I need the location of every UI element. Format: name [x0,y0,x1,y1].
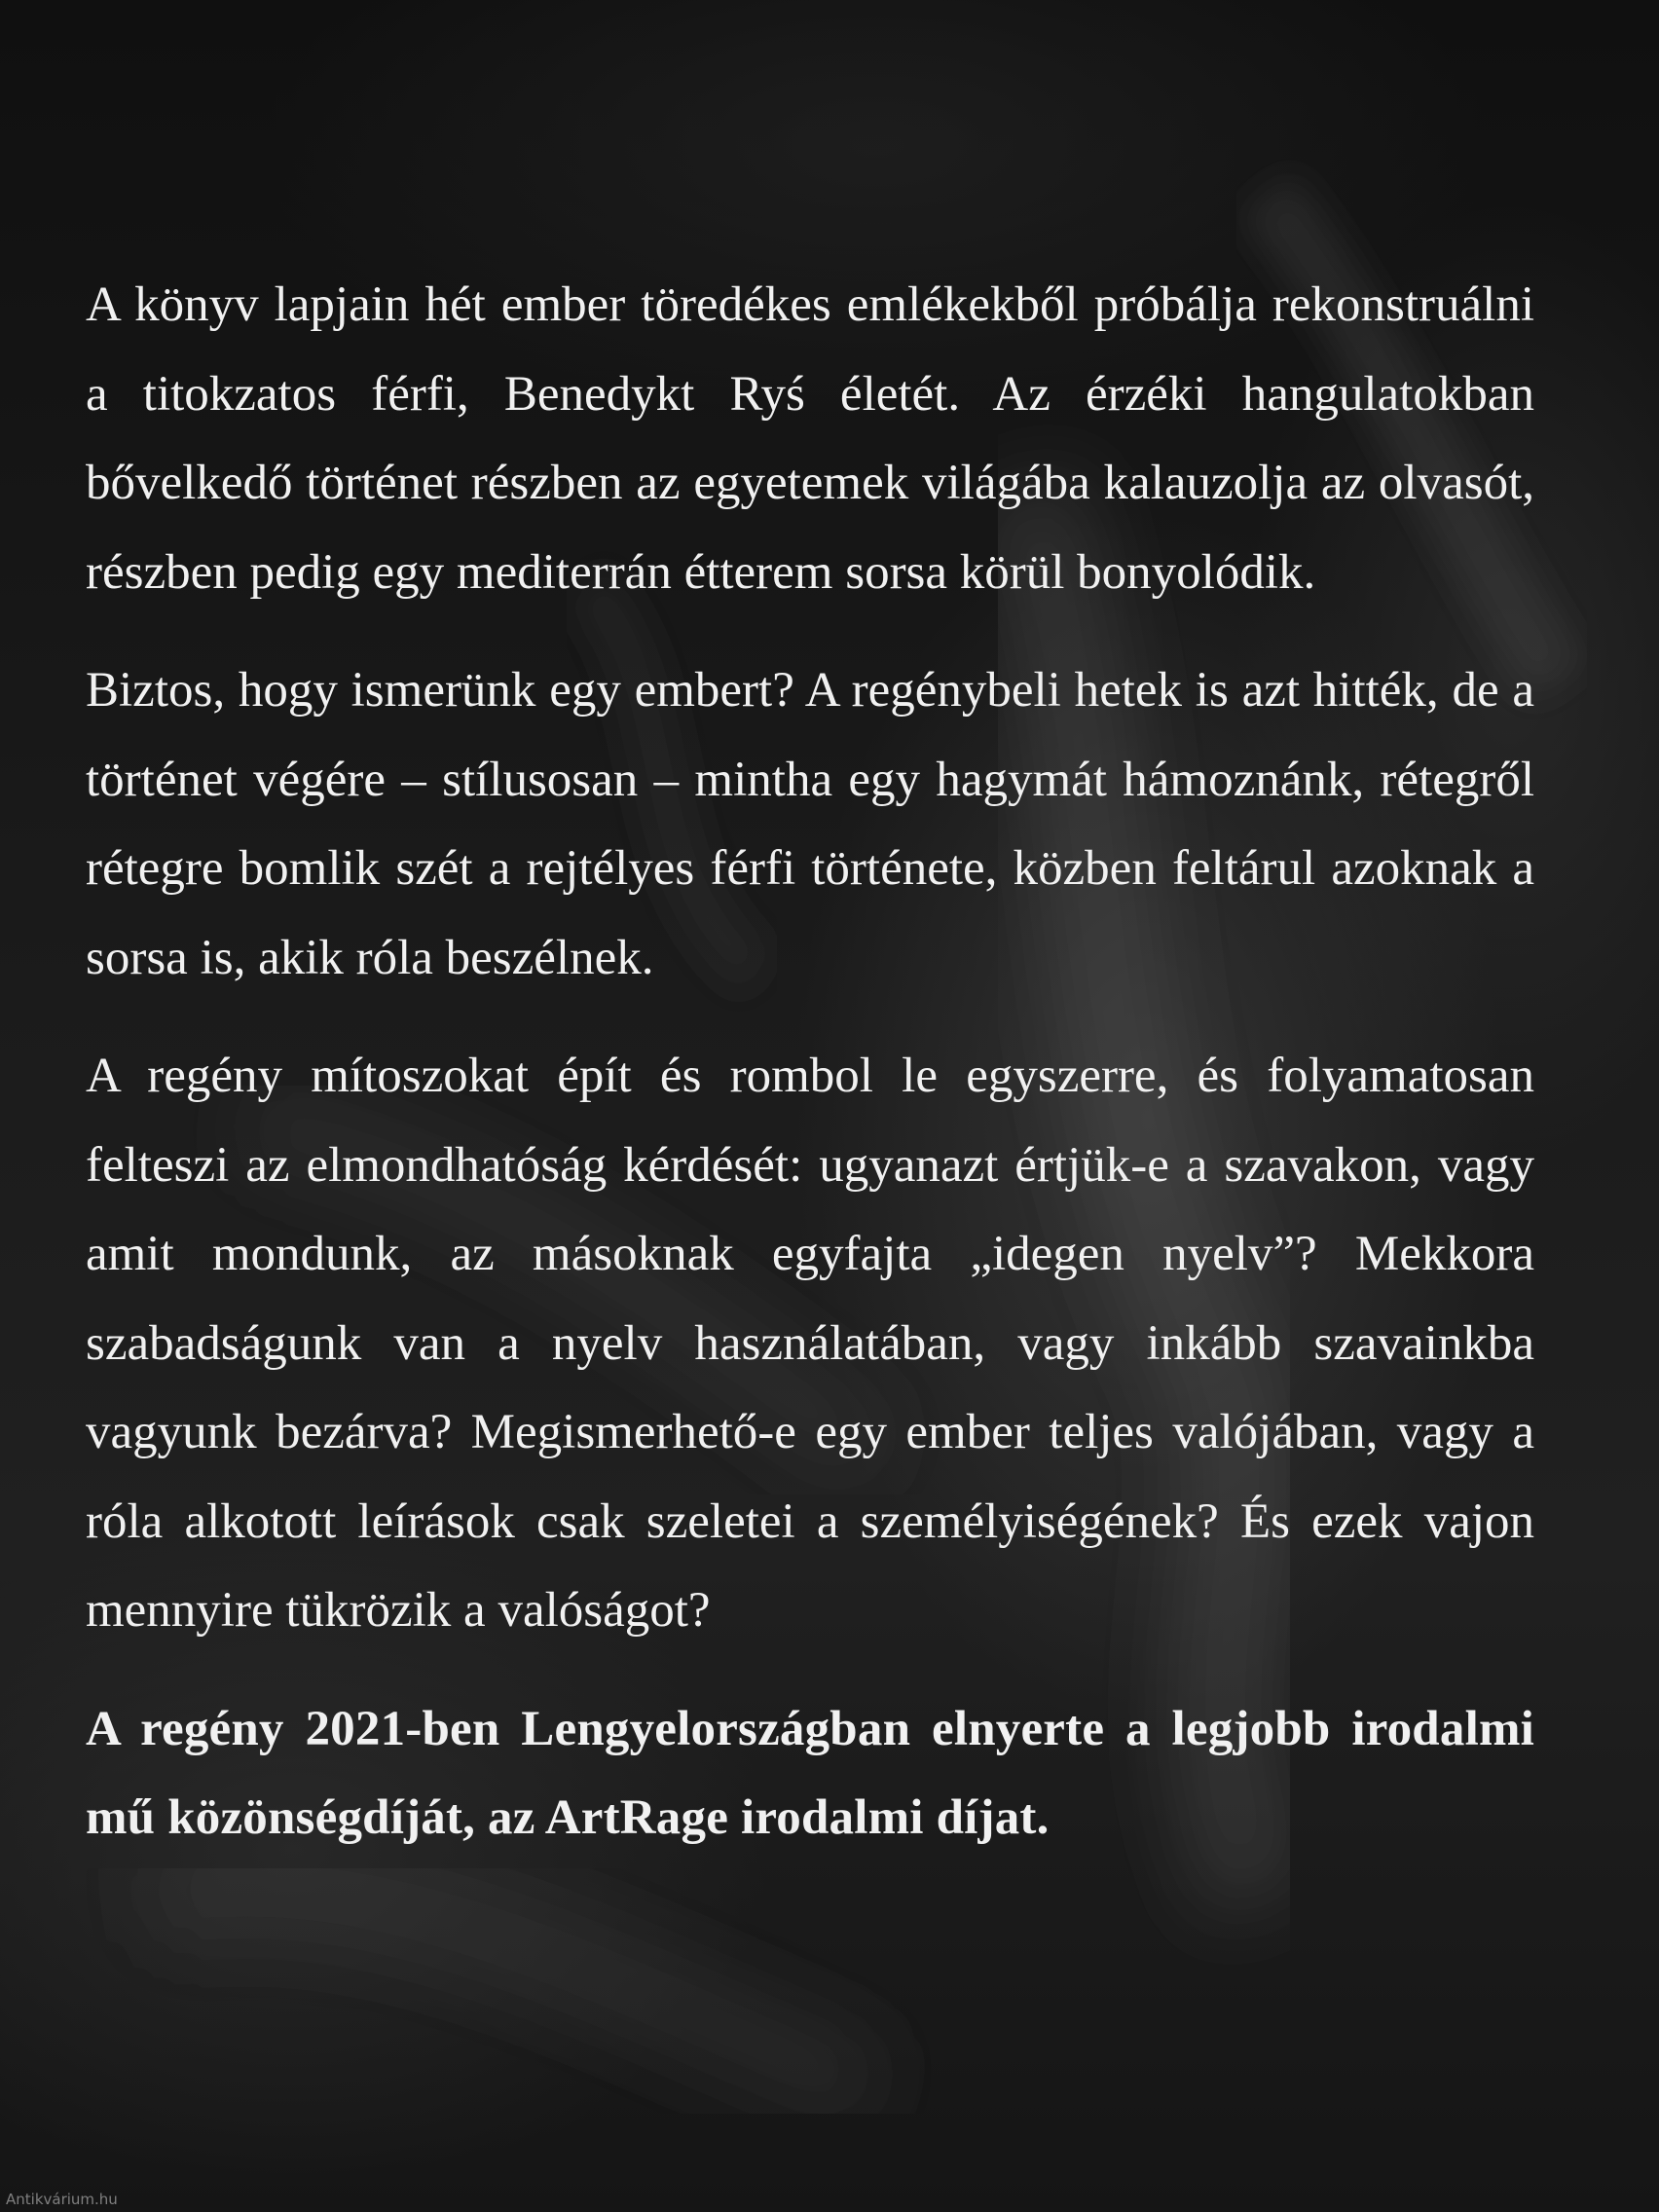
award-paragraph: A regény 2021-ben Lengyelországban elnyerte a legjobb irodalmi mű közönségdíját, az ArtRage irodalmi díjat. [86,1701,1534,1845]
watermark: Antikvárium.hu [6,2191,118,2208]
blurb-text [86,261,1534,1893]
blurb-paragraph-1: A könyv lapjain hét ember töredékes emlékekből próbálja rekonstruálni a titokzatos férfi, Benedykt Ryś életét. Az érzéki hangulatokban bővelkedő történet részben az egyetemek világába kalauzolja az olvasót, részben pedig egy mediterrán étterem sorsa körül bonyolódik. [86,277,1534,600]
blurb-paragraph-2: Biztos, hogy ismerünk egy embert? A regénybeli hetek is azt hitték, de a történet végére – stílusosan – mintha egy hagymát hámoznánk, rétegről rétegre bomlik szét a rejtélyes férfi története, közben feltárul azoknak a sorsa is, akik róla beszélnek. [86,663,1534,985]
blurb-paragraph-3: A regény mítoszokat épít és rombol le egyszerre, és folyamatosan felteszi az elmondhatóság kérdését: ugyanazt értjük-e a szavakon, vagy amit mondunk, az másoknak egyfajta „idegen nyelv”? Mekkora szabadságunk van a nyelv használatában, vagy inkább szavainkba vagyunk bezárva? Megismerhető-e egy ember teljes valójában, vagy a róla alkotott leírások csak szeletei a személyiségének? És ezek vajon mennyire tükrözik a valóságot? [86,1049,1534,1638]
